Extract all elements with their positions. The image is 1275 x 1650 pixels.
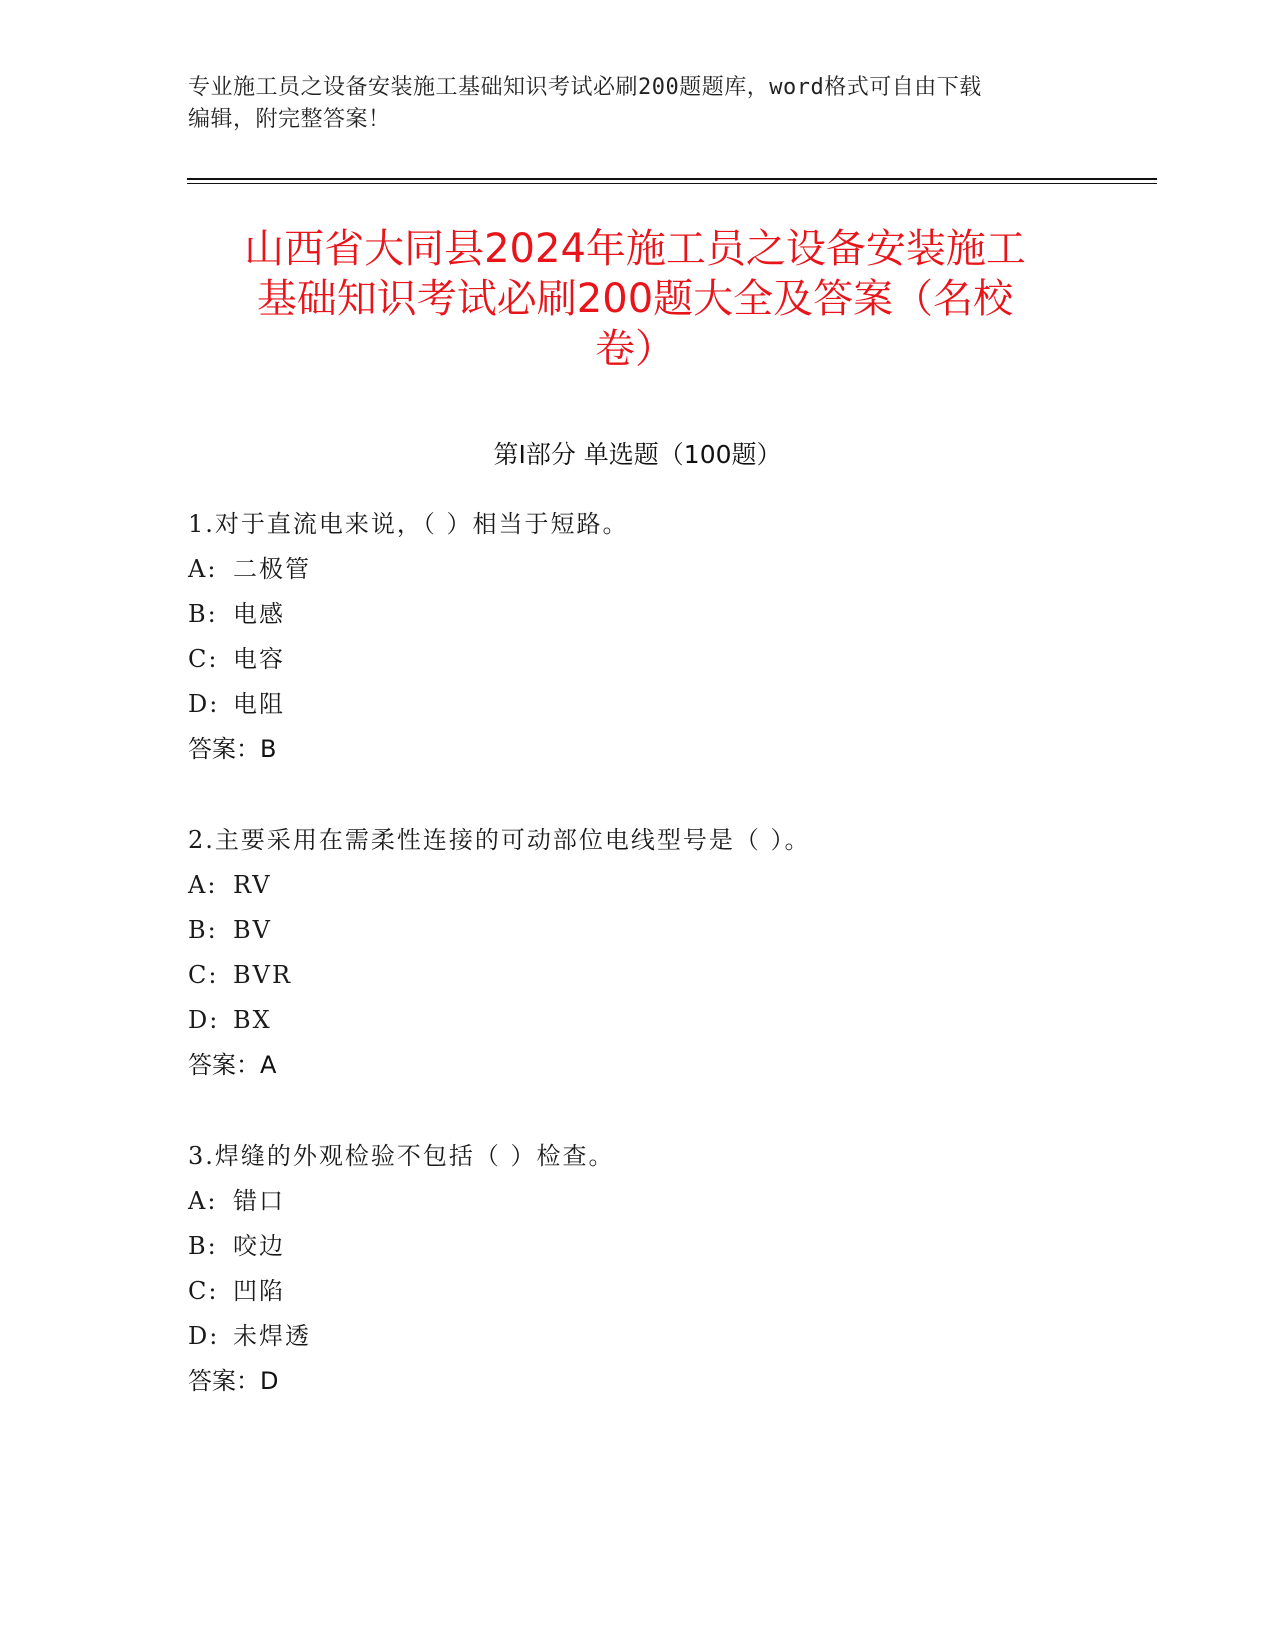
section-heading: 第Ⅰ部分 单选题（100题）: [493, 440, 782, 469]
option-text: 电感: [233, 600, 285, 628]
option-d: [188, 682, 1138, 727]
option-c: [188, 953, 1138, 998]
header-divider-thin: [187, 183, 1157, 184]
option-key: A:: [188, 871, 218, 899]
question-stem: 1.对于直流电来说，（ ）相当于短路。: [188, 510, 629, 538]
option-text: 未焊透: [233, 1322, 311, 1350]
option-key: C:: [188, 645, 219, 673]
option-key: A:: [188, 1187, 218, 1215]
option-key: D:: [188, 1322, 220, 1350]
question-stem: 3.焊缝的外观检验不包括（ ）检查。: [188, 1142, 615, 1170]
option-key: D:: [188, 690, 220, 718]
answer-line: 答案：B: [188, 735, 277, 763]
question-2: [188, 818, 1138, 1088]
answer-line: 答案：A: [188, 1051, 277, 1079]
option-text: 二极管: [233, 555, 311, 583]
option-text: 电容: [233, 645, 285, 673]
option-text: 电阻: [233, 690, 285, 718]
answer-line: 答案：D: [188, 1367, 279, 1395]
question-3: [188, 1134, 1138, 1404]
option-key: B:: [188, 916, 218, 944]
option-key: B:: [188, 600, 218, 628]
question-stem: 2.主要采用在需柔性连接的可动部位电线型号是（ ）。: [188, 826, 811, 854]
option-key: A:: [188, 555, 218, 583]
option-key: C:: [188, 1277, 219, 1305]
option-text: BX: [233, 1006, 272, 1034]
option-text: 凹陷: [233, 1277, 285, 1305]
option-d: [188, 998, 1138, 1043]
option-b: [188, 1224, 1138, 1269]
question-1: [188, 502, 1138, 772]
document-title: [160, 224, 1110, 374]
header-divider-thick: [187, 178, 1157, 180]
option-a: [188, 863, 1138, 908]
option-text: 错口: [233, 1187, 285, 1215]
option-text: BVR: [233, 961, 293, 989]
header-note-line-1: 专业施工员之设备安装施工基础知识考试必刷200题题库，word格式可自由下载: [188, 75, 982, 100]
title-line-3: 卷）: [595, 326, 675, 372]
option-c: [188, 1269, 1138, 1314]
title-line-1: 山西省大同县2024年施工员之设备安装施工: [244, 226, 1026, 272]
option-b: [188, 592, 1138, 637]
option-key: C:: [188, 961, 219, 989]
option-key: B:: [188, 1232, 218, 1260]
header-note-line-2: 编辑，附完整答案！: [188, 107, 391, 132]
option-d: [188, 1314, 1138, 1359]
option-text: BV: [233, 916, 272, 944]
option-key: D:: [188, 1006, 220, 1034]
option-text: 咬边: [233, 1232, 285, 1260]
document-header-note: [188, 72, 1088, 136]
title-line-2: 基础知识考试必刷200题大全及答案（名校: [256, 276, 1014, 322]
option-c: [188, 637, 1138, 682]
option-b: [188, 908, 1138, 953]
option-text: RV: [233, 871, 272, 899]
option-a: [188, 1179, 1138, 1224]
option-a: [188, 547, 1138, 592]
